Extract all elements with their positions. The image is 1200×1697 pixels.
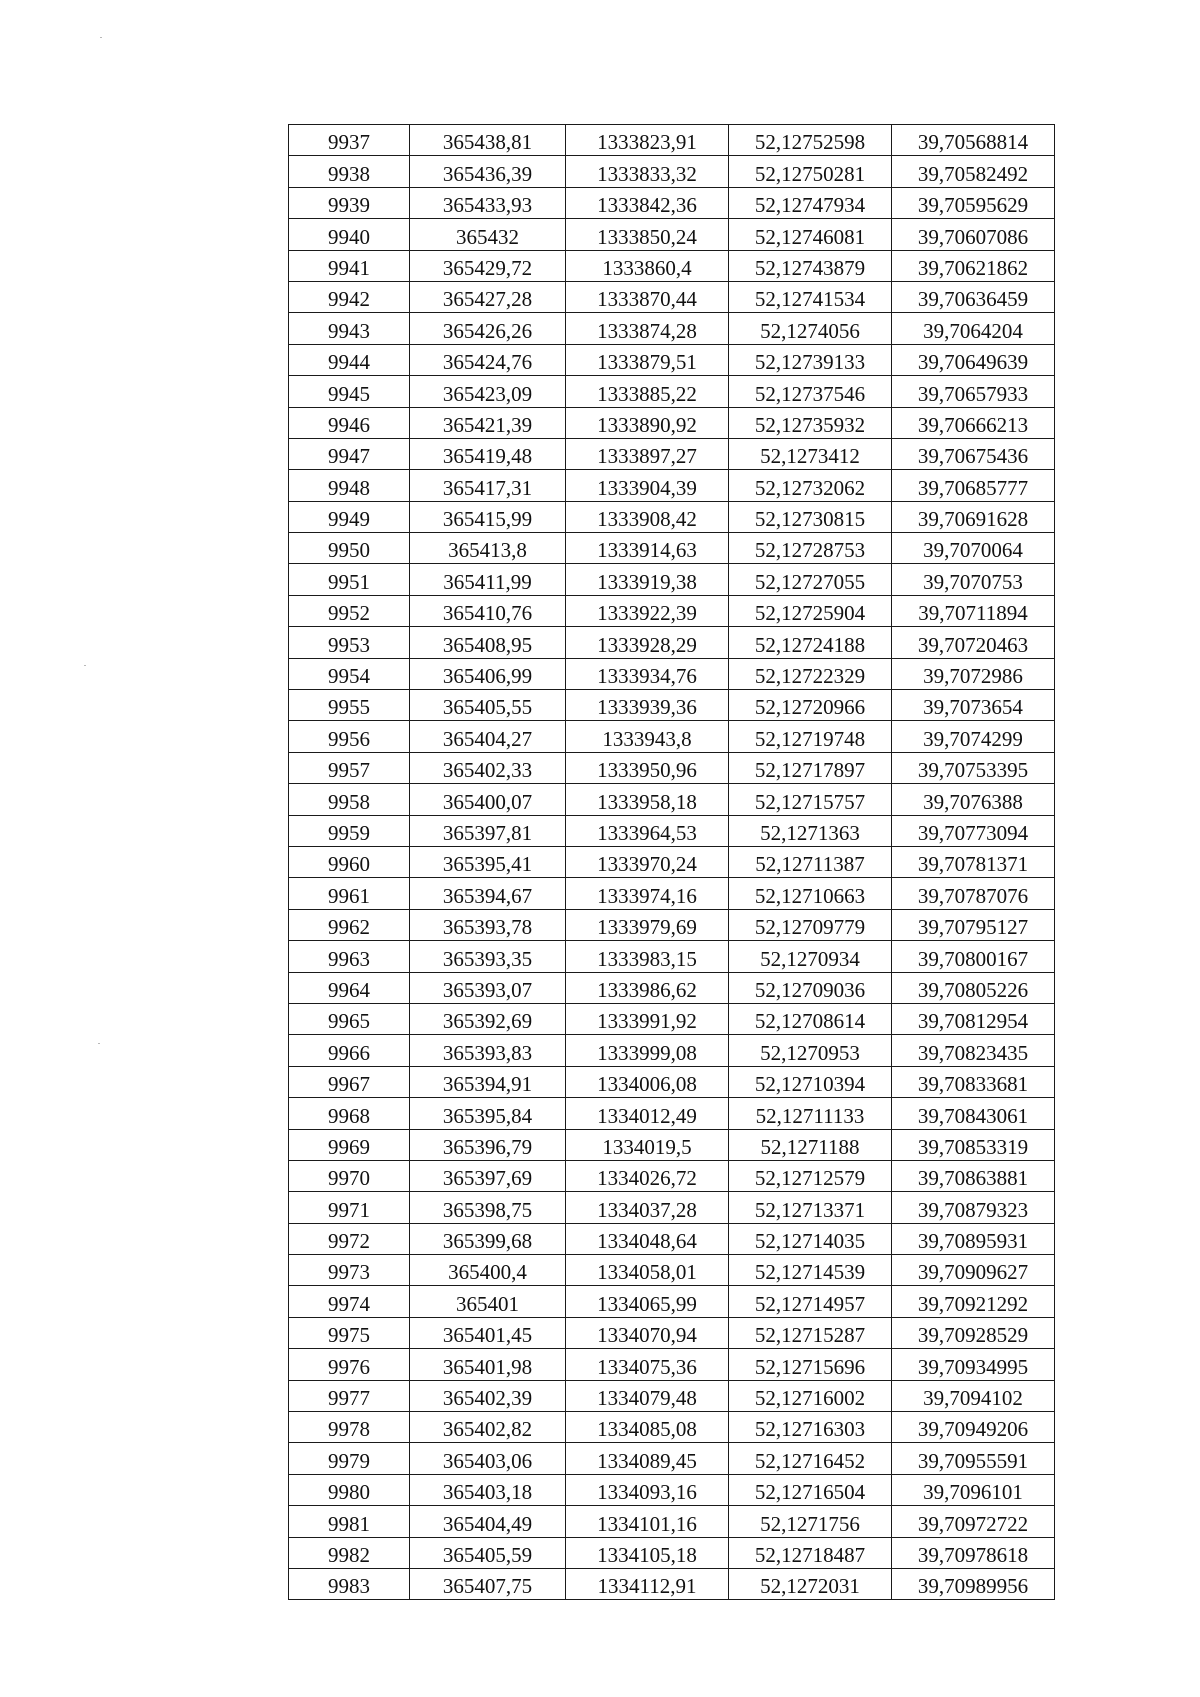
longitude-cell: 39,70685777 [892,470,1055,501]
latitude-cell: 52,12722329 [729,658,892,689]
longitude-cell: 39,7072986 [892,658,1055,689]
x-coordinate-cell: 365397,69 [410,1160,566,1191]
x-coordinate-cell: 365403,06 [410,1443,566,1474]
longitude-cell: 39,7076388 [892,784,1055,815]
latitude-cell: 52,12708614 [729,1003,892,1034]
point-number-cell: 9962 [289,909,410,940]
x-coordinate-cell: 365395,84 [410,1098,566,1129]
longitude-cell: 39,70879323 [892,1192,1055,1223]
latitude-cell: 52,1272031 [729,1568,892,1599]
longitude-cell: 39,70675436 [892,438,1055,469]
point-number-cell: 9966 [289,1035,410,1066]
x-coordinate-cell: 365436,39 [410,156,566,187]
point-number-cell: 9972 [289,1223,410,1254]
y-coordinate-cell: 1334006,08 [566,1066,729,1097]
x-coordinate-cell: 365394,67 [410,878,566,909]
longitude-cell: 39,7064204 [892,313,1055,344]
y-coordinate-cell: 1333874,28 [566,313,729,344]
longitude-cell: 39,70787076 [892,878,1055,909]
y-coordinate-cell: 1333950,96 [566,752,729,783]
x-coordinate-cell: 365432 [410,219,566,250]
y-coordinate-cell: 1334105,18 [566,1537,729,1568]
longitude-cell: 39,70636459 [892,281,1055,312]
y-coordinate-cell: 1333860,4 [566,250,729,281]
x-coordinate-cell: 365415,99 [410,501,566,532]
longitude-cell: 39,7096101 [892,1474,1055,1505]
y-coordinate-cell: 1333914,63 [566,533,729,564]
longitude-cell: 39,70909627 [892,1255,1055,1286]
longitude-cell: 39,7070753 [892,564,1055,595]
table-row [289,156,1055,187]
longitude-cell: 39,70934995 [892,1349,1055,1380]
point-number-cell: 9941 [289,250,410,281]
latitude-cell: 52,1271188 [729,1129,892,1160]
longitude-cell: 39,7074299 [892,721,1055,752]
longitude-cell: 39,70607086 [892,219,1055,250]
latitude-cell: 52,12735932 [729,407,892,438]
table-row [289,1003,1055,1034]
y-coordinate-cell: 1334085,08 [566,1412,729,1443]
table-row [289,627,1055,658]
y-coordinate-cell: 1333919,38 [566,564,729,595]
latitude-cell: 52,12716504 [729,1474,892,1505]
table-row [289,815,1055,846]
point-number-cell: 9954 [289,658,410,689]
x-coordinate-cell: 365413,8 [410,533,566,564]
table-row [289,1192,1055,1223]
latitude-cell: 52,12728753 [729,533,892,564]
y-coordinate-cell: 1333983,15 [566,941,729,972]
x-coordinate-cell: 365417,31 [410,470,566,501]
point-number-cell: 9973 [289,1255,410,1286]
y-coordinate-cell: 1334112,91 [566,1568,729,1599]
x-coordinate-cell: 365400,07 [410,784,566,815]
latitude-cell: 52,12732062 [729,470,892,501]
table-row [289,407,1055,438]
table-row [289,1317,1055,1348]
latitude-cell: 52,12712579 [729,1160,892,1191]
x-coordinate-cell: 365405,59 [410,1537,566,1568]
scan-speck [84,665,86,666]
latitude-cell: 52,12714035 [729,1223,892,1254]
latitude-cell: 52,12720966 [729,690,892,721]
table-row [289,1537,1055,1568]
x-coordinate-cell: 365396,79 [410,1129,566,1160]
y-coordinate-cell: 1333850,24 [566,219,729,250]
latitude-cell: 52,12717897 [729,752,892,783]
y-coordinate-cell: 1333897,27 [566,438,729,469]
table-row [289,878,1055,909]
latitude-cell: 52,12724188 [729,627,892,658]
point-number-cell: 9943 [289,313,410,344]
y-coordinate-cell: 1333908,42 [566,501,729,532]
y-coordinate-cell: 1333885,22 [566,376,729,407]
longitude-cell: 39,70711894 [892,595,1055,626]
point-number-cell: 9983 [289,1568,410,1599]
table-row [289,501,1055,532]
point-number-cell: 9980 [289,1474,410,1505]
y-coordinate-cell: 1333958,18 [566,784,729,815]
x-coordinate-cell: 365427,28 [410,281,566,312]
point-number-cell: 9978 [289,1412,410,1443]
latitude-cell: 52,1274056 [729,313,892,344]
point-number-cell: 9971 [289,1192,410,1223]
x-coordinate-cell: 365398,75 [410,1192,566,1223]
point-number-cell: 9974 [289,1286,410,1317]
scan-speck [98,1043,100,1044]
x-coordinate-cell: 365423,09 [410,376,566,407]
latitude-cell: 52,12746081 [729,219,892,250]
x-coordinate-cell: 365438,81 [410,125,566,156]
x-coordinate-cell: 365407,75 [410,1568,566,1599]
y-coordinate-cell: 1333999,08 [566,1035,729,1066]
table-row [289,125,1055,156]
point-number-cell: 9982 [289,1537,410,1568]
table-row [289,1066,1055,1097]
latitude-cell: 52,12710663 [729,878,892,909]
y-coordinate-cell: 1333833,32 [566,156,729,187]
table-row [289,1129,1055,1160]
y-coordinate-cell: 1333879,51 [566,344,729,375]
longitude-cell: 39,7073654 [892,690,1055,721]
longitude-cell: 39,70720463 [892,627,1055,658]
table-row [289,1568,1055,1599]
y-coordinate-cell: 1333979,69 [566,909,729,940]
latitude-cell: 52,12715696 [729,1349,892,1380]
y-coordinate-cell: 1334019,5 [566,1129,729,1160]
y-coordinate-cell: 1333986,62 [566,972,729,1003]
latitude-cell: 52,12713371 [729,1192,892,1223]
x-coordinate-cell: 365394,91 [410,1066,566,1097]
longitude-cell: 39,70921292 [892,1286,1055,1317]
coordinates-table [288,124,1055,1600]
longitude-cell: 39,70895931 [892,1223,1055,1254]
point-number-cell: 9977 [289,1380,410,1411]
latitude-cell: 52,12716002 [729,1380,892,1411]
point-number-cell: 9956 [289,721,410,752]
table-row [289,313,1055,344]
point-number-cell: 9959 [289,815,410,846]
y-coordinate-cell: 1334026,72 [566,1160,729,1191]
point-number-cell: 9979 [289,1443,410,1474]
table-row [289,1443,1055,1474]
x-coordinate-cell: 365405,55 [410,690,566,721]
longitude-cell: 39,70595629 [892,187,1055,218]
y-coordinate-cell: 1334037,28 [566,1192,729,1223]
y-coordinate-cell: 1333922,39 [566,595,729,626]
point-number-cell: 9953 [289,627,410,658]
y-coordinate-cell: 1334012,49 [566,1098,729,1129]
y-coordinate-cell: 1333842,36 [566,187,729,218]
table-row [289,1223,1055,1254]
latitude-cell: 52,12730815 [729,501,892,532]
longitude-cell: 39,70621862 [892,250,1055,281]
x-coordinate-cell: 365393,35 [410,941,566,972]
longitude-cell: 39,70691628 [892,501,1055,532]
longitude-cell: 39,70833681 [892,1066,1055,1097]
latitude-cell: 52,12714957 [729,1286,892,1317]
table-row [289,1286,1055,1317]
table-row [289,972,1055,1003]
y-coordinate-cell: 1333964,53 [566,815,729,846]
longitude-cell: 39,70781371 [892,846,1055,877]
longitude-cell: 39,70582492 [892,156,1055,187]
longitude-cell: 39,70773094 [892,815,1055,846]
point-number-cell: 9937 [289,125,410,156]
latitude-cell: 52,12709779 [729,909,892,940]
x-coordinate-cell: 365402,82 [410,1412,566,1443]
point-number-cell: 9969 [289,1129,410,1160]
y-coordinate-cell: 1333974,16 [566,878,729,909]
longitude-cell: 39,70657933 [892,376,1055,407]
x-coordinate-cell: 365403,18 [410,1474,566,1505]
table-row [289,564,1055,595]
y-coordinate-cell: 1334093,16 [566,1474,729,1505]
x-coordinate-cell: 365392,69 [410,1003,566,1034]
x-coordinate-cell: 365395,41 [410,846,566,877]
latitude-cell: 52,1273412 [729,438,892,469]
latitude-cell: 52,12741534 [729,281,892,312]
table-row [289,784,1055,815]
table-row [289,1160,1055,1191]
point-number-cell: 9942 [289,281,410,312]
x-coordinate-cell: 365401,45 [410,1317,566,1348]
table-row [289,281,1055,312]
latitude-cell: 52,12719748 [729,721,892,752]
point-number-cell: 9967 [289,1066,410,1097]
x-coordinate-cell: 365429,72 [410,250,566,281]
y-coordinate-cell: 1333939,36 [566,690,729,721]
longitude-cell: 39,7094102 [892,1380,1055,1411]
latitude-cell: 52,12718487 [729,1537,892,1568]
table-row [289,376,1055,407]
latitude-cell: 52,12711133 [729,1098,892,1129]
longitude-cell: 39,70568814 [892,125,1055,156]
point-number-cell: 9940 [289,219,410,250]
longitude-cell: 39,70949206 [892,1412,1055,1443]
point-number-cell: 9963 [289,941,410,972]
latitude-cell: 52,12747934 [729,187,892,218]
latitude-cell: 52,12727055 [729,564,892,595]
x-coordinate-cell: 365421,39 [410,407,566,438]
table-row [289,219,1055,250]
latitude-cell: 52,12743879 [729,250,892,281]
x-coordinate-cell: 365401,98 [410,1349,566,1380]
scan-speck [100,37,102,38]
y-coordinate-cell: 1333943,8 [566,721,729,752]
point-number-cell: 9947 [289,438,410,469]
latitude-cell: 52,1271363 [729,815,892,846]
table-row [289,533,1055,564]
latitude-cell: 52,12716303 [729,1412,892,1443]
x-coordinate-cell: 365411,99 [410,564,566,595]
table-row [289,846,1055,877]
latitude-cell: 52,12739133 [729,344,892,375]
y-coordinate-cell: 1333934,76 [566,658,729,689]
longitude-cell: 39,70928529 [892,1317,1055,1348]
latitude-cell: 52,12750281 [729,156,892,187]
table-row [289,250,1055,281]
longitude-cell: 39,70823435 [892,1035,1055,1066]
latitude-cell: 52,12715757 [729,784,892,815]
table-row [289,470,1055,501]
point-number-cell: 9957 [289,752,410,783]
x-coordinate-cell: 365393,07 [410,972,566,1003]
longitude-cell: 39,70972722 [892,1506,1055,1537]
longitude-cell: 39,70853319 [892,1129,1055,1160]
x-coordinate-cell: 365433,93 [410,187,566,218]
longitude-cell: 39,70800167 [892,941,1055,972]
x-coordinate-cell: 365426,26 [410,313,566,344]
x-coordinate-cell: 365402,39 [410,1380,566,1411]
table-row [289,1412,1055,1443]
longitude-cell: 39,70989956 [892,1568,1055,1599]
table-row [289,438,1055,469]
latitude-cell: 52,12737546 [729,376,892,407]
y-coordinate-cell: 1333904,39 [566,470,729,501]
y-coordinate-cell: 1334101,16 [566,1506,729,1537]
x-coordinate-cell: 365404,27 [410,721,566,752]
point-number-cell: 9961 [289,878,410,909]
table-row [289,909,1055,940]
x-coordinate-cell: 365402,33 [410,752,566,783]
point-number-cell: 9958 [289,784,410,815]
point-number-cell: 9976 [289,1349,410,1380]
y-coordinate-cell: 1333823,91 [566,125,729,156]
point-number-cell: 9948 [289,470,410,501]
y-coordinate-cell: 1334079,48 [566,1380,729,1411]
table-row [289,1035,1055,1066]
latitude-cell: 52,12710394 [729,1066,892,1097]
y-coordinate-cell: 1333928,29 [566,627,729,658]
x-coordinate-cell: 365401 [410,1286,566,1317]
x-coordinate-cell: 365397,81 [410,815,566,846]
x-coordinate-cell: 365419,48 [410,438,566,469]
point-number-cell: 9949 [289,501,410,532]
latitude-cell: 52,12752598 [729,125,892,156]
x-coordinate-cell: 365424,76 [410,344,566,375]
point-number-cell: 9964 [289,972,410,1003]
y-coordinate-cell: 1333970,24 [566,846,729,877]
point-number-cell: 9955 [289,690,410,721]
longitude-cell: 39,70795127 [892,909,1055,940]
table-row [289,1255,1055,1286]
longitude-cell: 39,70843061 [892,1098,1055,1129]
point-number-cell: 9939 [289,187,410,218]
x-coordinate-cell: 365406,99 [410,658,566,689]
latitude-cell: 52,12725904 [729,595,892,626]
y-coordinate-cell: 1334070,94 [566,1317,729,1348]
table-row [289,1474,1055,1505]
table-row [289,1349,1055,1380]
latitude-cell: 52,12716452 [729,1443,892,1474]
point-number-cell: 9970 [289,1160,410,1191]
longitude-cell: 39,70812954 [892,1003,1055,1034]
y-coordinate-cell: 1333870,44 [566,281,729,312]
x-coordinate-cell: 365400,4 [410,1255,566,1286]
x-coordinate-cell: 365408,95 [410,627,566,658]
table-row [289,187,1055,218]
latitude-cell: 52,12711387 [729,846,892,877]
table-row [289,752,1055,783]
y-coordinate-cell: 1334048,64 [566,1223,729,1254]
x-coordinate-cell: 365393,78 [410,909,566,940]
point-number-cell: 9981 [289,1506,410,1537]
longitude-cell: 39,70753395 [892,752,1055,783]
point-number-cell: 9968 [289,1098,410,1129]
latitude-cell: 52,12714539 [729,1255,892,1286]
table-row [289,344,1055,375]
longitude-cell: 39,70978618 [892,1537,1055,1568]
table-row [289,658,1055,689]
longitude-cell: 39,70955591 [892,1443,1055,1474]
longitude-cell: 39,70863881 [892,1160,1055,1191]
point-number-cell: 9965 [289,1003,410,1034]
point-number-cell: 9952 [289,595,410,626]
y-coordinate-cell: 1333991,92 [566,1003,729,1034]
table-row [289,595,1055,626]
y-coordinate-cell: 1334065,99 [566,1286,729,1317]
table-row [289,941,1055,972]
point-number-cell: 9960 [289,846,410,877]
latitude-cell: 52,1270934 [729,941,892,972]
y-coordinate-cell: 1334075,36 [566,1349,729,1380]
y-coordinate-cell: 1334089,45 [566,1443,729,1474]
table-row [289,690,1055,721]
longitude-cell: 39,7070064 [892,533,1055,564]
point-number-cell: 9951 [289,564,410,595]
table-row [289,721,1055,752]
table-row [289,1380,1055,1411]
point-number-cell: 9944 [289,344,410,375]
latitude-cell: 52,12709036 [729,972,892,1003]
x-coordinate-cell: 365393,83 [410,1035,566,1066]
point-number-cell: 9950 [289,533,410,564]
latitude-cell: 52,1271756 [729,1506,892,1537]
longitude-cell: 39,70666213 [892,407,1055,438]
table-row [289,1098,1055,1129]
point-number-cell: 9975 [289,1317,410,1348]
x-coordinate-cell: 365404,49 [410,1506,566,1537]
y-coordinate-cell: 1333890,92 [566,407,729,438]
point-number-cell: 9946 [289,407,410,438]
coordinates-table-body [289,125,1055,1600]
y-coordinate-cell: 1334058,01 [566,1255,729,1286]
longitude-cell: 39,70649639 [892,344,1055,375]
latitude-cell: 52,12715287 [729,1317,892,1348]
table-row [289,1506,1055,1537]
point-number-cell: 9945 [289,376,410,407]
x-coordinate-cell: 365399,68 [410,1223,566,1254]
longitude-cell: 39,70805226 [892,972,1055,1003]
point-number-cell: 9938 [289,156,410,187]
x-coordinate-cell: 365410,76 [410,595,566,626]
latitude-cell: 52,1270953 [729,1035,892,1066]
